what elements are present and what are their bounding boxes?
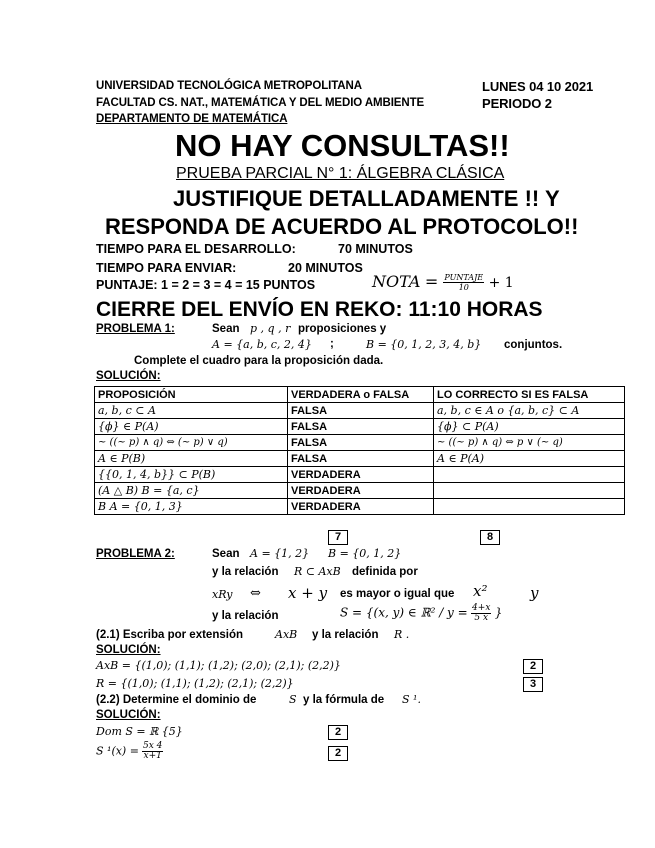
table-row: [95, 483, 625, 499]
row-value: FALSA: [288, 435, 434, 451]
nota-plus: + 1: [488, 275, 514, 291]
table-row: [95, 435, 625, 451]
row-proposition: A ∈ P(B): [95, 451, 288, 467]
problem2-cond: es mayor o igual que: [340, 588, 455, 600]
problem1-sets: conjuntos.: [504, 339, 563, 351]
problem2-sum: x + y: [288, 584, 328, 602]
row-proposition: B A = {0, 1, 3}: [95, 499, 288, 515]
domain-S: Dom S = ℝ {5}: [96, 725, 183, 738]
S-inverse-numerator: 5x 4: [143, 741, 163, 751]
q21-solucion: SOLUCIÓN:: [96, 644, 161, 656]
q22-S: S: [289, 693, 297, 706]
problem2-label: PROBLEMA 2:: [96, 548, 175, 560]
nota-numerator: PUNTAJE: [444, 273, 484, 283]
score-box-inv: 2: [328, 746, 348, 761]
row-value: VERDADERA: [288, 467, 434, 483]
q22-text: (2.2) Determine el dominio de: [96, 694, 257, 706]
S-def-text: S = {(x, y) ∈ ℝ² / y =: [340, 605, 468, 620]
problem2-xRy: xRy: [212, 588, 233, 601]
row-correction: a, b, c ∈ A o {a, b, c} ⊂ A: [434, 403, 625, 419]
problem1-label: PROBLEMA 1:: [96, 323, 175, 335]
time-send-value: 20 MINUTOS: [288, 261, 363, 275]
S-denominator: 5 x: [474, 613, 489, 623]
row-value: FALSA: [288, 451, 434, 467]
S-numerator: 4+x: [472, 603, 491, 613]
problem2-setB: B = {0, 1, 2}: [328, 547, 402, 560]
S-inverse-lhs: S ¹(x) =: [96, 744, 139, 758]
exam-title: PRUEBA PARCIAL N° 1: ÁLGEBRA CLÁSICA: [176, 165, 505, 182]
problem1-solucion: SOLUCIÓN:: [96, 370, 161, 382]
problem2-setA: A = {1, 2}: [250, 547, 310, 560]
header-vf: VERDADERA o FALSA: [288, 387, 434, 403]
row-proposition: {{0, 1, 4, b}} ⊂ P(B): [95, 467, 288, 483]
q21-rest: y la relación: [312, 629, 379, 641]
nota-formula: NOTA = $\frac{\text{PUNTAJE}}{10}$ + 1: [372, 272, 514, 293]
solution-table: [94, 386, 625, 515]
problem2-relation-line: y la relación: [212, 566, 279, 578]
table-row: [95, 499, 625, 515]
problem2-y: y: [530, 584, 539, 602]
row-correction: [434, 467, 625, 483]
S-inverse: [96, 742, 163, 761]
faculty-name: FACULTAD CS. NAT., MATEMÁTICA Y DEL MEDIO AMBIENTE: [96, 97, 425, 109]
row-proposition: (A △ B) B = {a, c}: [95, 483, 288, 499]
q22-mid: y la fórmula de: [303, 694, 385, 706]
table-row: [95, 403, 625, 419]
nota-denominator: 10: [458, 283, 469, 293]
score-line: PUNTAJE: 1 = 2 = 3 = 4 = 15 PUNTOS: [96, 278, 316, 292]
problem1-vars: p , q , r: [250, 322, 291, 335]
time-send-label: TIEMPO PARA ENVIAR:: [96, 261, 237, 275]
header-proposicion: PROPOSICIÓN: [95, 387, 288, 403]
score-box-AxB: 2: [523, 659, 543, 674]
row-correction: [434, 483, 625, 499]
no-consultas-title: NO HAY CONSULTAS!!: [175, 128, 510, 163]
row-correction: A ∈ P(A): [434, 451, 625, 467]
university-name: UNIVERSIDAD TECNOLÓGICA METROPOLITANA: [96, 80, 362, 92]
row-proposition: a, b, c ⊂ A: [95, 403, 288, 419]
row-proposition: {ϕ} ∈ P(A): [95, 419, 288, 435]
row-proposition: ~ ((~ p) ∧ q) ⇔ (~ p) ∨ q): [95, 435, 288, 451]
department-name: DEPARTAMENTO DE MATEMÁTICA: [96, 113, 288, 125]
exam-date: LUNES 04 10 2021: [482, 79, 594, 94]
q22-solucion: SOLUCIÓN:: [96, 709, 161, 721]
row-value: FALSA: [288, 419, 434, 435]
score-box-right: 8: [480, 530, 500, 545]
problem1-instruction: Complete el cuadro para la proposición dada.: [134, 355, 384, 367]
problem2-relation2: y la relación: [212, 610, 279, 622]
S-close: }: [494, 605, 503, 620]
header-correcto: LO CORRECTO SI ES FALSA: [434, 387, 625, 403]
row-correction: {ϕ} ⊂ P(A): [434, 419, 625, 435]
problem1-setA: A = {a, b, c, 2, 4}: [212, 338, 312, 351]
table-row: [95, 467, 625, 483]
deadline: CIERRE DEL ENVÍO EN REKO: 11:10 HORAS: [96, 298, 543, 321]
problem1-setB: B = {0, 1, 2, 3, 4, b}: [366, 338, 482, 351]
problem2-relation-def: definida por: [352, 566, 418, 578]
q22-Sinv: S ¹.: [402, 693, 421, 706]
row-correction: ~ ((~ p) ∧ q) ⇔ p ∨ (~ q): [434, 435, 625, 451]
problem2-S-def: [340, 604, 502, 623]
problem2-x2: x²: [473, 582, 488, 600]
score-box-R: 3: [523, 677, 543, 692]
row-correction: [434, 499, 625, 515]
problem2-relation-R: R ⊂ AxB: [294, 565, 341, 578]
time-dev-label: TIEMPO PARA EL DESARROLLO:: [96, 242, 296, 256]
table-row: [95, 451, 625, 467]
problem1-semicolon: ;: [330, 338, 334, 350]
problem2-iff: ⇔: [250, 586, 261, 601]
row-value: VERDADERA: [288, 483, 434, 499]
problem1-props: proposiciones y: [298, 323, 387, 335]
q21-text: (2.1) Escriba por extensión: [96, 629, 243, 641]
q21-R: R .: [394, 628, 410, 641]
problem2-sean: Sean: [212, 548, 240, 560]
nota-label: NOTA: [372, 272, 421, 291]
R-set: R = {(1,0); (1,1); (1,2); (2,1); (2,2)}: [96, 677, 294, 690]
score-box-dom: 2: [328, 725, 348, 740]
justify-line-2: RESPONDA DE ACUERDO AL PROTOCOLO!!: [105, 214, 579, 239]
problem1-sean: Sean: [212, 323, 240, 335]
row-value: FALSA: [288, 403, 434, 419]
time-dev-value: 70 MINUTOS: [338, 242, 413, 256]
S-inverse-denominator: x+1: [143, 751, 162, 761]
table-header-row: [95, 387, 625, 403]
score-box-left: 7: [328, 530, 348, 545]
period: PERIODO 2: [482, 96, 552, 111]
row-value: VERDADERA: [288, 499, 434, 515]
AxB-set: AxB = {(1,0); (1,1); (1,2); (2,0); (2,1); (2,2)}: [96, 659, 341, 672]
table-row: [95, 419, 625, 435]
justify-line-1: JUSTIFIQUE DETALLADAMENTE !! Y: [173, 186, 560, 211]
q21-AxB: AxB: [275, 628, 298, 641]
